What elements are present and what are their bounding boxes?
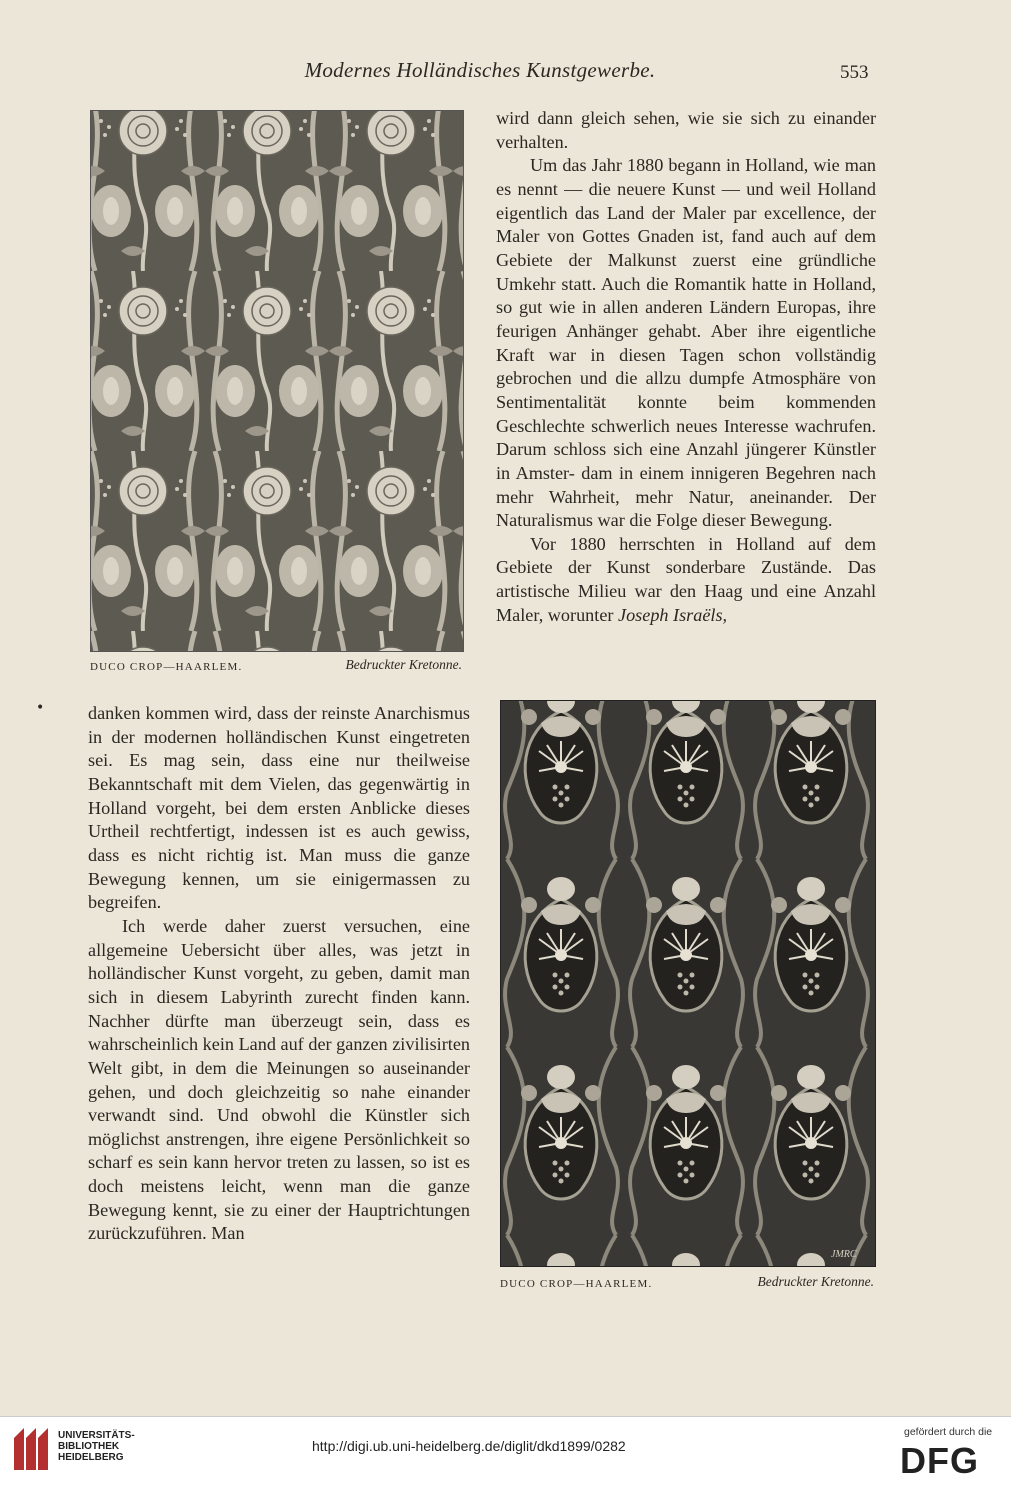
text-line: wird dann gleich sehen, wie sie sich zu bbox=[496, 108, 806, 128]
university-library-name[interactable] bbox=[58, 1430, 135, 1463]
text-line: scharf es sein kann hervor treten zu lassen, bbox=[88, 1152, 406, 1173]
text-line: Um das Jahr 1880 begann in Holland, bbox=[530, 155, 809, 176]
text-line: Vielen, das gegenwärtig in Holland vorgeht, bbox=[88, 773, 471, 818]
text-line: eine Anzahl Maler, worunter bbox=[496, 581, 876, 625]
text-line: Atmosphäre von Sentimentalität konnte beim bbox=[496, 368, 876, 412]
library-line: BIBLIOTHEK bbox=[58, 1441, 120, 1452]
university-library-logo-icon[interactable] bbox=[10, 1424, 54, 1474]
margin-mark: • bbox=[36, 700, 45, 716]
page-number: 553 bbox=[840, 62, 869, 83]
dfg-logo[interactable]: DFG bbox=[900, 1440, 979, 1481]
text-line: ihre feurigen Anhänger gehabt. Aber ihre bbox=[496, 297, 876, 341]
permalink-url[interactable]: http://digi.ub.uni-heidelberg.de/diglit/dkd1899/0282 bbox=[312, 1438, 626, 1454]
library-line: HEIDELBERG bbox=[58, 1452, 124, 1463]
text-line: vollständig gebrochen und die allzu dumpfe bbox=[496, 344, 876, 389]
left-text-column bbox=[88, 702, 470, 1246]
text-line: so ist es doch meistens leicht, wenn man bbox=[88, 1152, 470, 1197]
caption-creator: DUCO CROP—HAARLEM. bbox=[90, 661, 243, 673]
text-line: bei dem ersten Anblicke dieses Urtheil bbox=[88, 797, 471, 842]
text-line: und weil Holland eigentlich das Land der bbox=[496, 178, 876, 223]
text-line: eine nur theilweise Bekanntschaft mit dem bbox=[88, 750, 470, 794]
text-line: sein, dass es wahrscheinlich kein Land auf bbox=[88, 1010, 470, 1055]
text-line: allgemeine Uebersicht über alles, was jetzt bbox=[88, 939, 443, 960]
text-line: eigentliche Kraft war in diesen Tagen schon bbox=[496, 320, 876, 365]
text-line: Das artistische Milieu war den Haag und bbox=[496, 557, 876, 602]
figure-caption-2 bbox=[500, 1276, 874, 1291]
text-line: es nicht richtig ist. Man muss die ganze bbox=[131, 844, 470, 865]
right-text-column bbox=[496, 107, 876, 627]
text-line: dam in einem innigeren Begehren nach mehr bbox=[496, 462, 876, 507]
text-line: Maler par excellence, der Maler von Gottes bbox=[496, 202, 876, 247]
text-line: gleichzeitig so nahe einander verwandt sind. bbox=[88, 1081, 471, 1126]
text-line: Bewegung kennen, um sie einigermassen bbox=[88, 868, 437, 889]
text-line: wie man es nennt — die neuere Kunst — bbox=[496, 155, 877, 199]
text-line: dem Gebiete der Kunst sonderbare Zustände. bbox=[496, 533, 877, 578]
text-line: Naturalismus war die Folge dieser Bewegung. bbox=[496, 510, 833, 531]
text-line: eine Anzahl jüngerer Künstler in Amster- bbox=[496, 439, 876, 483]
funding-label: gefördert durch die bbox=[904, 1426, 993, 1438]
figure-caption-1 bbox=[90, 659, 462, 674]
text-line: die ganze Bewegung kennt, sie zu einer bbox=[88, 1176, 471, 1220]
text-line: kommenden Geschlechte schwerlich neues bbox=[496, 391, 877, 436]
text-line: Und obwohl die Künstler sich möglichst bbox=[88, 1105, 470, 1149]
cretonne-flower-pattern-image bbox=[500, 700, 876, 1267]
text-line: einander verhalten. bbox=[496, 108, 876, 152]
text-line: Anarchismus in der modernen holländischen bbox=[88, 703, 471, 747]
text-line: anstrengen, ihre eigene Persönlichkeit so bbox=[165, 1128, 471, 1149]
artist-name: Joseph Israëls, bbox=[618, 604, 728, 625]
text-line: Wahrheit, mehr Natur, aneinander. Der bbox=[548, 486, 877, 507]
library-line: UNIVERSITÄTS- bbox=[58, 1430, 135, 1441]
text-line: Gnaden ist, fand auch auf dem Gebiete der bbox=[496, 226, 876, 270]
text-line: der Hauptrichtungen zurückzuführen. Man bbox=[88, 1199, 471, 1244]
text-line: danken kommen wird, dass der reinste bbox=[88, 703, 371, 723]
text-line: Ich werde daher zuerst versuchen, eine bbox=[122, 915, 470, 936]
text-line: Kunst eingetreten sei. Es mag sein, dass bbox=[88, 726, 470, 771]
caption-title: Bedruckter Kretonne. bbox=[345, 657, 462, 672]
text-line: damit man sich in diesem Labyrinth zurecht bbox=[88, 963, 470, 1007]
text-line: finden kann. Nachher dürfte man überzeugt bbox=[88, 986, 470, 1031]
text-line: zu begreifen. bbox=[88, 868, 470, 913]
text-line: rechtfertigt, indessen ist es auch gewiss, dass bbox=[88, 821, 470, 865]
text-line: der ganzen zivilisirten Welt gibt, in dem die bbox=[88, 1034, 471, 1078]
caption-title: Bedruckter Kretonne. bbox=[757, 1274, 874, 1289]
text-line: Interesse wachrufen. Darum schloss sich bbox=[496, 415, 876, 460]
text-line: Malkunst zuerst eine gründliche Umkehr bbox=[496, 249, 876, 294]
text-line: Meinungen so auseinander gehen, und doch bbox=[88, 1057, 470, 1102]
text-line: statt. Auch die Romantik hatte in Holland, bbox=[561, 273, 876, 294]
text-line: Vor 1880 herrschten in Holland auf bbox=[530, 533, 832, 554]
running-title: Modernes Holländisches Kunstgewerbe. bbox=[304, 58, 656, 82]
cretonne-rose-pattern-image bbox=[90, 110, 464, 652]
artist-monogram: JMRC bbox=[831, 1249, 857, 1260]
text-line: so gut wie in allen anderen Ländern Europas, bbox=[496, 297, 841, 318]
text-line: in holländischer Kunst vorgeht, zu geben, bbox=[88, 939, 470, 984]
caption-creator: DUCO CROP—HAARLEM. bbox=[500, 1278, 653, 1290]
